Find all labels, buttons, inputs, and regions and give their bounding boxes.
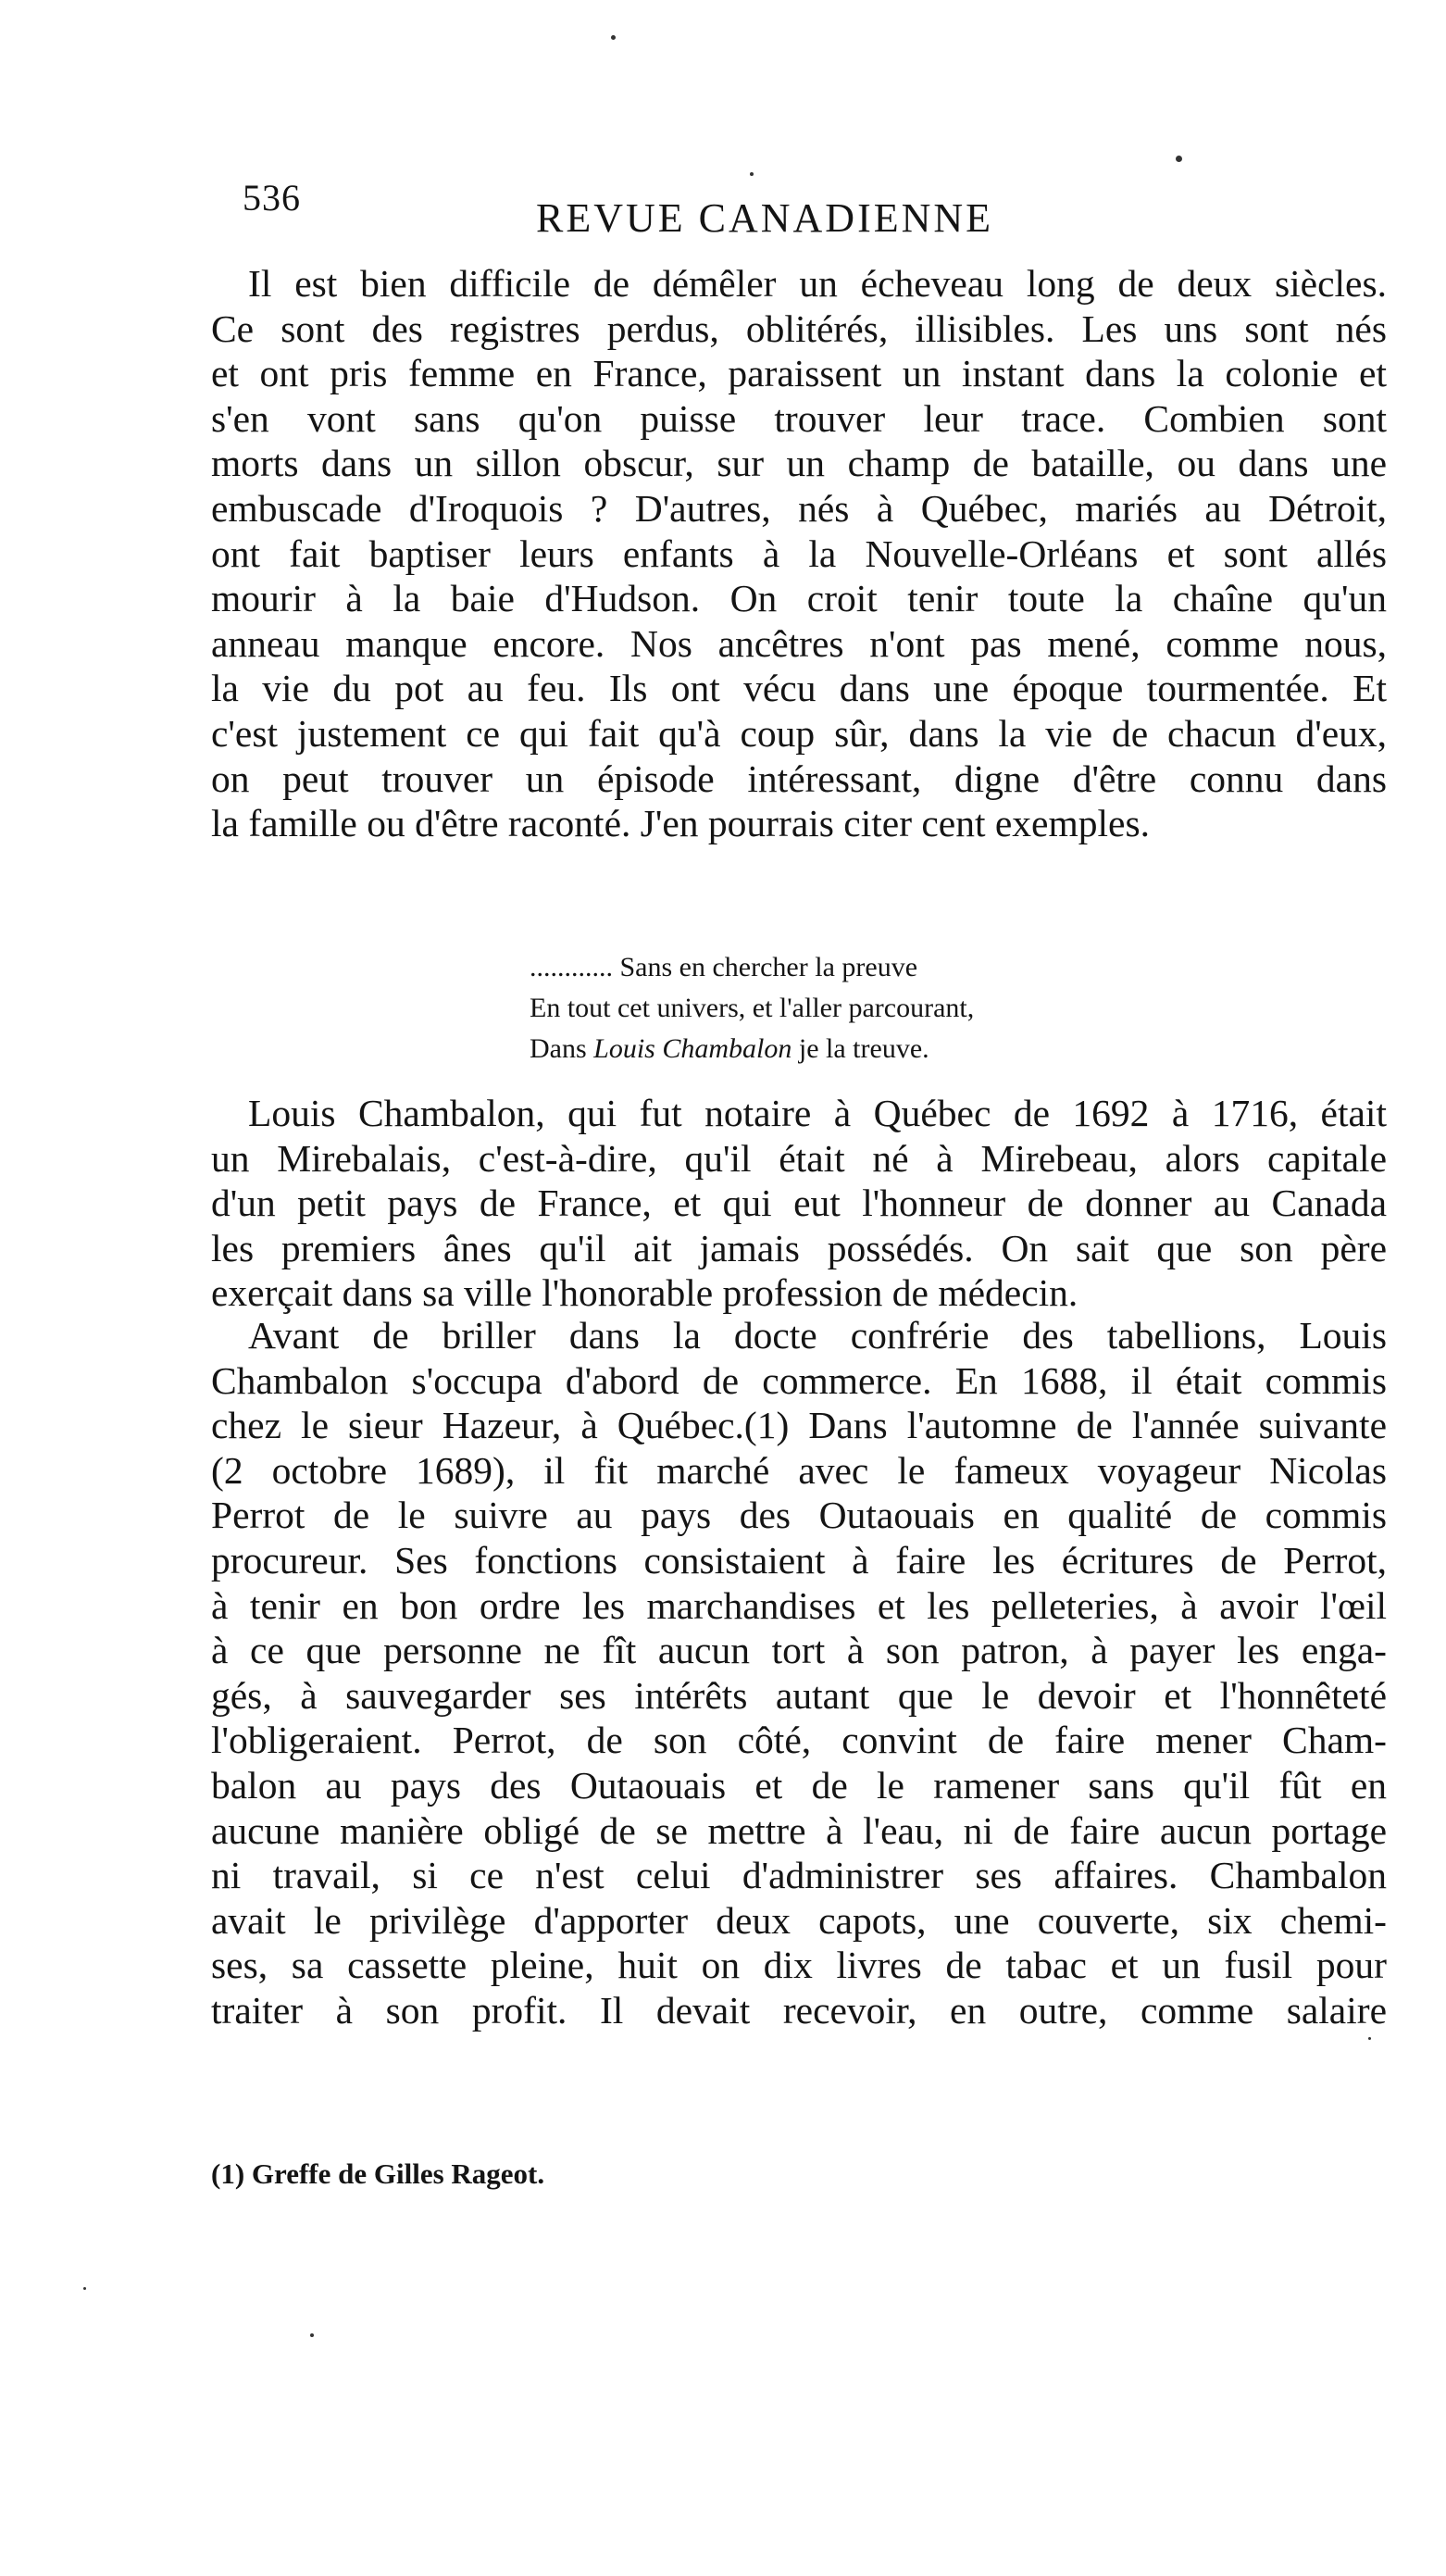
text-line: Ce sont des registres perdus, oblitérés, illisibles. Les uns sont nés (211, 306, 1387, 350)
text-line: à ce que personne ne fît aucun tort à son patron, à payer les enga- (211, 1629, 1387, 1672)
text-line: c'est justement ce qui fait qu'à coup sûr, dans la vie de chacun d'eux, (211, 711, 1387, 755)
verse-line: ............ Sans en chercher la preuve (530, 952, 918, 982)
page-number: 536 (243, 177, 301, 219)
text-line: Il est bien difficile de démêler un écheveau long de deux siècles. (248, 262, 1387, 305)
text-line: morts dans un sillon obscur, sur un champ de bataille, ou dans une (211, 442, 1387, 485)
scan-speck (83, 2287, 86, 2290)
verse-text: je la treuve. (792, 1033, 929, 1064)
text-line: ni travail, si ce n'est celui d'administrer ses affaires. Chambalon (211, 1854, 1387, 1897)
text-line: d'un petit pays de France, et qui eut l'honneur de donner au Canada (211, 1182, 1387, 1225)
text-line: embuscade d'Iroquois ? D'autres, nés à Québec, mariés au Détroit, (211, 486, 1387, 530)
verse-line (530, 1029, 974, 1069)
text-line: Chambalon s'occupa d'abord de commerce. En 1688, il était commis (211, 1358, 1387, 1402)
footnote: (1) Greffe de Gilles Rageot. (211, 2157, 545, 2190)
text-line: chez le sieur Hazeur, à Québec.(1) Dans l'automne de l'année suivante (211, 1404, 1387, 1447)
text-line: ont fait baptiser leurs enfants à la Nouvelle-Orléans et sont allés (211, 531, 1387, 575)
verse-line: En tout cet univers, et l'aller parcourant, (530, 993, 975, 1023)
text-line: et ont pris femme en France, paraissent un instant dans la colonie et (211, 352, 1387, 395)
paragraph-2 (211, 1091, 1387, 1316)
text-line: les premiers ânes qu'il ait jamais possédés. On sait que son père (211, 1226, 1387, 1269)
verse-italic-name: Louis Chambalon (593, 1033, 792, 1064)
scan-speck (310, 2333, 314, 2337)
scan-speck (750, 172, 754, 176)
paragraph-1 (211, 261, 1387, 846)
text-line: Perrot de le suivre au pays des Outaouais en qualité de commis (211, 1494, 1387, 1537)
text-line: on peut trouver un épisode intéressant, digne d'être connu dans (211, 757, 1387, 800)
text-line: balon au pays des Outaouais et de le ramener sans qu'il fût en (211, 1763, 1387, 1807)
scan-speck (1176, 156, 1182, 162)
text-line: aucune manière obligé de se mettre à l'eau, ni de faire aucun portage (211, 1808, 1387, 1852)
epigraph-verse (530, 947, 974, 1069)
text-line: gés, à sauvegarder ses intérêts autant que le devoir et l'honnêteté (211, 1673, 1387, 1717)
verse-text: Dans (530, 1033, 594, 1064)
text-line: traiter à son profit. Il devait recevoir, en outre, comme salaire (211, 1988, 1387, 2032)
text-line: Avant de briller dans la docte confrérie des tabellions, Louis (248, 1314, 1387, 1357)
text-line: exerçait dans sa ville l'honorable profession de médecin. (211, 1271, 1078, 1315)
running-head: REVUE CANADIENNE (535, 195, 994, 241)
text-line: mourir à la baie d'Hudson. On croit tenir toute la chaîne qu'un (211, 577, 1387, 620)
text-line: avait le privilège d'apporter deux capots, une couverte, six chemi- (211, 1898, 1387, 1942)
scan-speck (611, 35, 616, 40)
text-line: la famille ou d'être raconté. J'en pourrais citer cent exemples. (211, 802, 1150, 845)
text-line: (2 octobre 1689), il fit marché avec le fameux voyageur Nicolas (211, 1448, 1387, 1492)
paragraph-3 (211, 1313, 1387, 2033)
text-line: l'obligeraient. Perrot, de son côté, convint de faire mener Cham- (211, 1719, 1387, 1762)
scan-speck (1368, 2037, 1371, 2040)
text-line: s'en vont sans qu'on puisse trouver leur trace. Combien sont (211, 396, 1387, 440)
text-line: à tenir en bon ordre les marchandises et les pelleteries, à avoir l'œil (211, 1583, 1387, 1627)
text-line: anneau manque encore. Nos ancêtres n'ont pas mené, comme nous, (211, 621, 1387, 665)
text-line: ses, sa cassette pleine, huit on dix livres de tabac et un fusil pour (211, 1944, 1387, 1987)
text-line: la vie du pot au feu. Ils ont vécu dans une époque tourmentée. Et (211, 667, 1387, 710)
text-line: un Mirebalais, c'est-à-dire, qu'il était né à Mirebeau, alors capitale (211, 1136, 1387, 1180)
text-line: procureur. Ses fonctions consistaient à faire les écritures de Perrot, (211, 1538, 1387, 1582)
text-line: Louis Chambalon, qui fut notaire à Québec de 1692 à 1716, était (248, 1092, 1387, 1134)
